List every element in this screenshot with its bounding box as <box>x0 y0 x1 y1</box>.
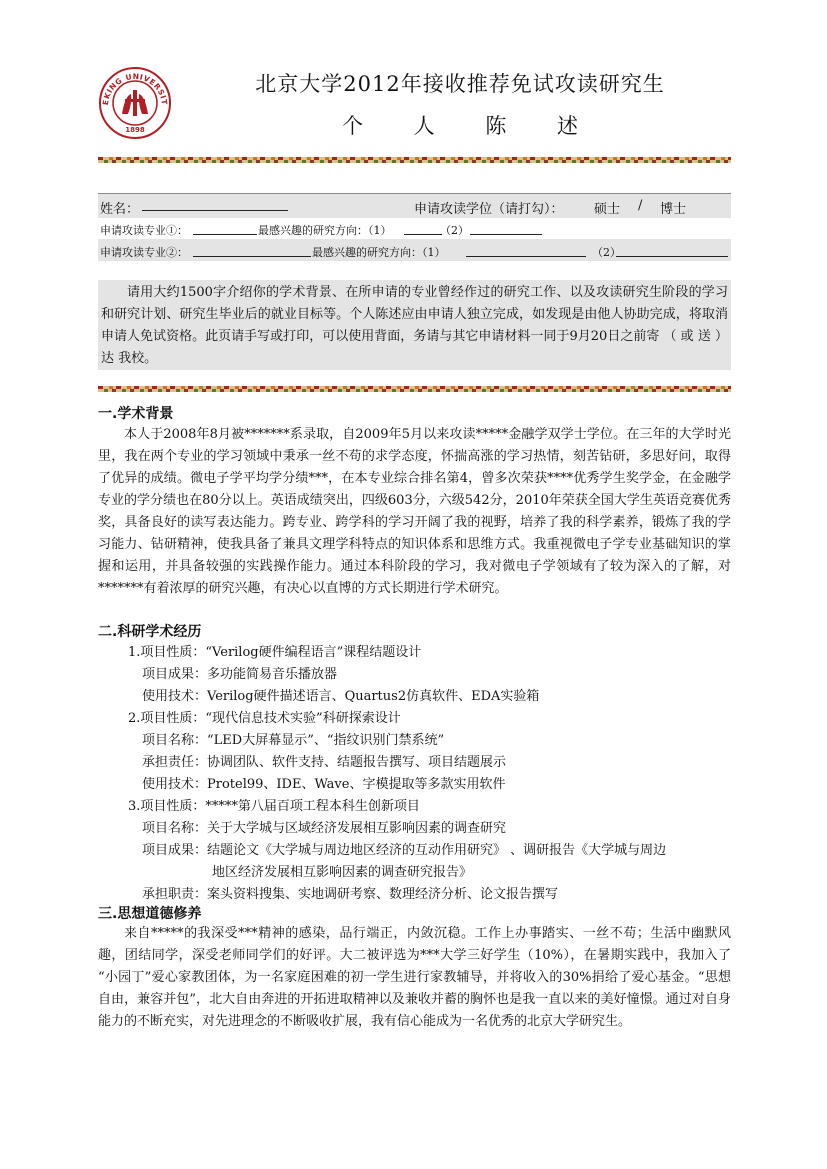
subtitle-char: 述 <box>557 114 579 138</box>
project-line: 项目名称：“LED大屏幕显示”、“指纹识别门禁系统” <box>142 733 445 748</box>
pku-seal-icon <box>98 66 172 140</box>
section-heading-academic-background: 一.学术背景 <box>98 406 174 422</box>
project-line: 3.项目性质：*****第八届百项工程本科生创新项目 <box>128 799 420 814</box>
major2-option2-label: （2） <box>592 246 621 259</box>
svg-text:PEKING UNIVERSITY: EKING UNIVERSIT <box>100 71 170 106</box>
major1-label: 申请攻读专业①： <box>100 224 188 237</box>
info-row-major2 <box>98 239 731 261</box>
subtitle-char: 个 <box>341 114 363 138</box>
document-subtitle <box>190 110 730 140</box>
project-line: 承担职责：案头资料搜集、实地调研考察、数理经济分析、论文报告撰写 <box>142 887 559 902</box>
info-row-name-degree <box>98 193 731 218</box>
degree-phd[interactable]: 博士 <box>660 202 687 217</box>
major1-interest-2-field[interactable] <box>470 222 542 235</box>
project-line: 项目成果：结题论文《大学城与周边地区经济的互动作用研究》 、调研报告《大学城与周边 <box>142 843 667 858</box>
paragraph: 本人于2008年8月被*******系录取，自2009年5月以来攻读*****金融学双学士学位。在三年的大学时光里，我在两个专业的学习领域中秉承一丝不苟的求学态度，怀揣高涨的学习热情，刻苦钻研，多思好问，取得了优异的成绩。微电子学平均学分绩***，在本专业综合排名第4，曾多次荣获****优秀学生奖学金，在金融学专业的学分绩也在80分以上。英语成绩突出，四级603分，六级542分，2010年荣获全国大学生英语竞赛优秀奖，具备良好的读写表达能力。跨专业、跨学科的学习开阔了我的视野，培养了我的科学素养，锻炼了我的学习能力、钻研精神，使我具备了兼具文理学科特点的知识体系和思维方式。我重视微电子学专业基础知识的掌握和运用，并具备较强的实践操作能力。通过本科阶段的学习，我对微电子学领域有了较为深入的了解，对*******有着浓厚的研究兴趣，有决心以直博的方式长期进行学术研究。 <box>98 427 731 596</box>
section-body-moral-character <box>98 923 731 1033</box>
major1-interest-label: 最感兴趣的研究方向：（1） <box>258 224 392 237</box>
subtitle-char: 人 <box>413 114 435 138</box>
decorative-divider <box>98 157 731 163</box>
pku-logo <box>98 66 172 140</box>
section-heading-moral-character: 三.思想道德修养 <box>98 906 202 922</box>
section-body-academic-background <box>98 424 731 600</box>
paragraph: 来自*****的我深受***精神的感染，品行端正，内敛沉稳。工作上办事踏实、一丝不苟；生活中幽默风趣，团结同学，深受老师同学们的好评。大二被评选为***大学三好学生（10%），在暑期实践中，我加入了 “小园丁”爱心家教团体，为一名家庭困难的初一学生进行家教辅导，并将收入的30%捐给了爱心基金。“思想自由，兼容并包”，北大自由奔进的开拓进取精神以及兼收并蓄的胸怀也是我一直以来的美好憧憬。通过对自身能力的不断充实，对先进理念的不断吸收扩展，我有信心能成为一名优秀的北京大学研究生。 <box>98 926 731 1029</box>
major1-interest-1-field[interactable] <box>404 222 442 235</box>
instructions-box <box>98 280 731 370</box>
major2-field[interactable] <box>193 244 311 257</box>
project-line: 地区经济发展相互影响因素的调查研究报告》 <box>212 865 473 880</box>
info-row-major1 <box>98 217 731 239</box>
subtitle-char: 陈 <box>485 114 507 138</box>
project-line: 使用技术：Protel99、IDE、Wave、字模提取等多款实用软件 <box>142 777 506 792</box>
degree-separator: / <box>638 198 643 213</box>
section-heading-research-experience: 二.科研学术经历 <box>98 624 202 640</box>
major2-label: 申请攻读专业②： <box>100 246 188 259</box>
major2-interest-label: 最感兴趣的研究方向：（1） <box>312 246 446 259</box>
project-line: 2.项目性质：“现代信息技术实验”科研探索设计 <box>128 711 401 726</box>
name-field[interactable] <box>142 198 288 211</box>
project-line: 使用技术：Verilog硬件描述语言、Quartus2仿真软件、EDA实验箱 <box>142 689 540 704</box>
project-line: 承担责任：协调团队、软件支持、结题报告撰写、项目结题展示 <box>142 755 507 770</box>
name-label: 姓名： <box>100 202 140 217</box>
document-title: 北京大学2012年接收推荐免试攻读研究生 <box>255 72 665 96</box>
project-line: 项目成果：多功能简易音乐播放器 <box>142 667 338 682</box>
major1-field[interactable] <box>193 222 257 235</box>
major1-option2-label: （2） <box>440 224 469 237</box>
project-line: 项目名称：关于大学城与区域经济发展相互影响因素的调查研究 <box>142 821 507 836</box>
degree-master[interactable]: 硕士 <box>594 202 621 217</box>
instructions-text: 请用大约1500字介绍你的学术背景、在所申请的专业曾经作过的研究工作、以及攻读研究生阶段的学习和研究计划、研究生毕业后的就业目标等。个人陈述应由申请人独立完成，如发现是由他人协助完成，将取消申请人免试资格。此页请手写或打印，可以使用背面，务请与其它申请材料一同于9月20日之前寄 （ 或 送 ） 达 我校。 <box>101 285 728 366</box>
major2-interest-1-field[interactable] <box>466 244 586 257</box>
major2-interest-2-field[interactable] <box>616 244 728 257</box>
decorative-divider <box>98 386 731 392</box>
degree-label: 申请攻读学位（请打勾）： <box>414 202 564 217</box>
svg-text:1898: 1898 <box>125 126 145 134</box>
project-line: 1.项目性质：“Verilog硬件编程语言”课程结题设计 <box>128 645 422 660</box>
